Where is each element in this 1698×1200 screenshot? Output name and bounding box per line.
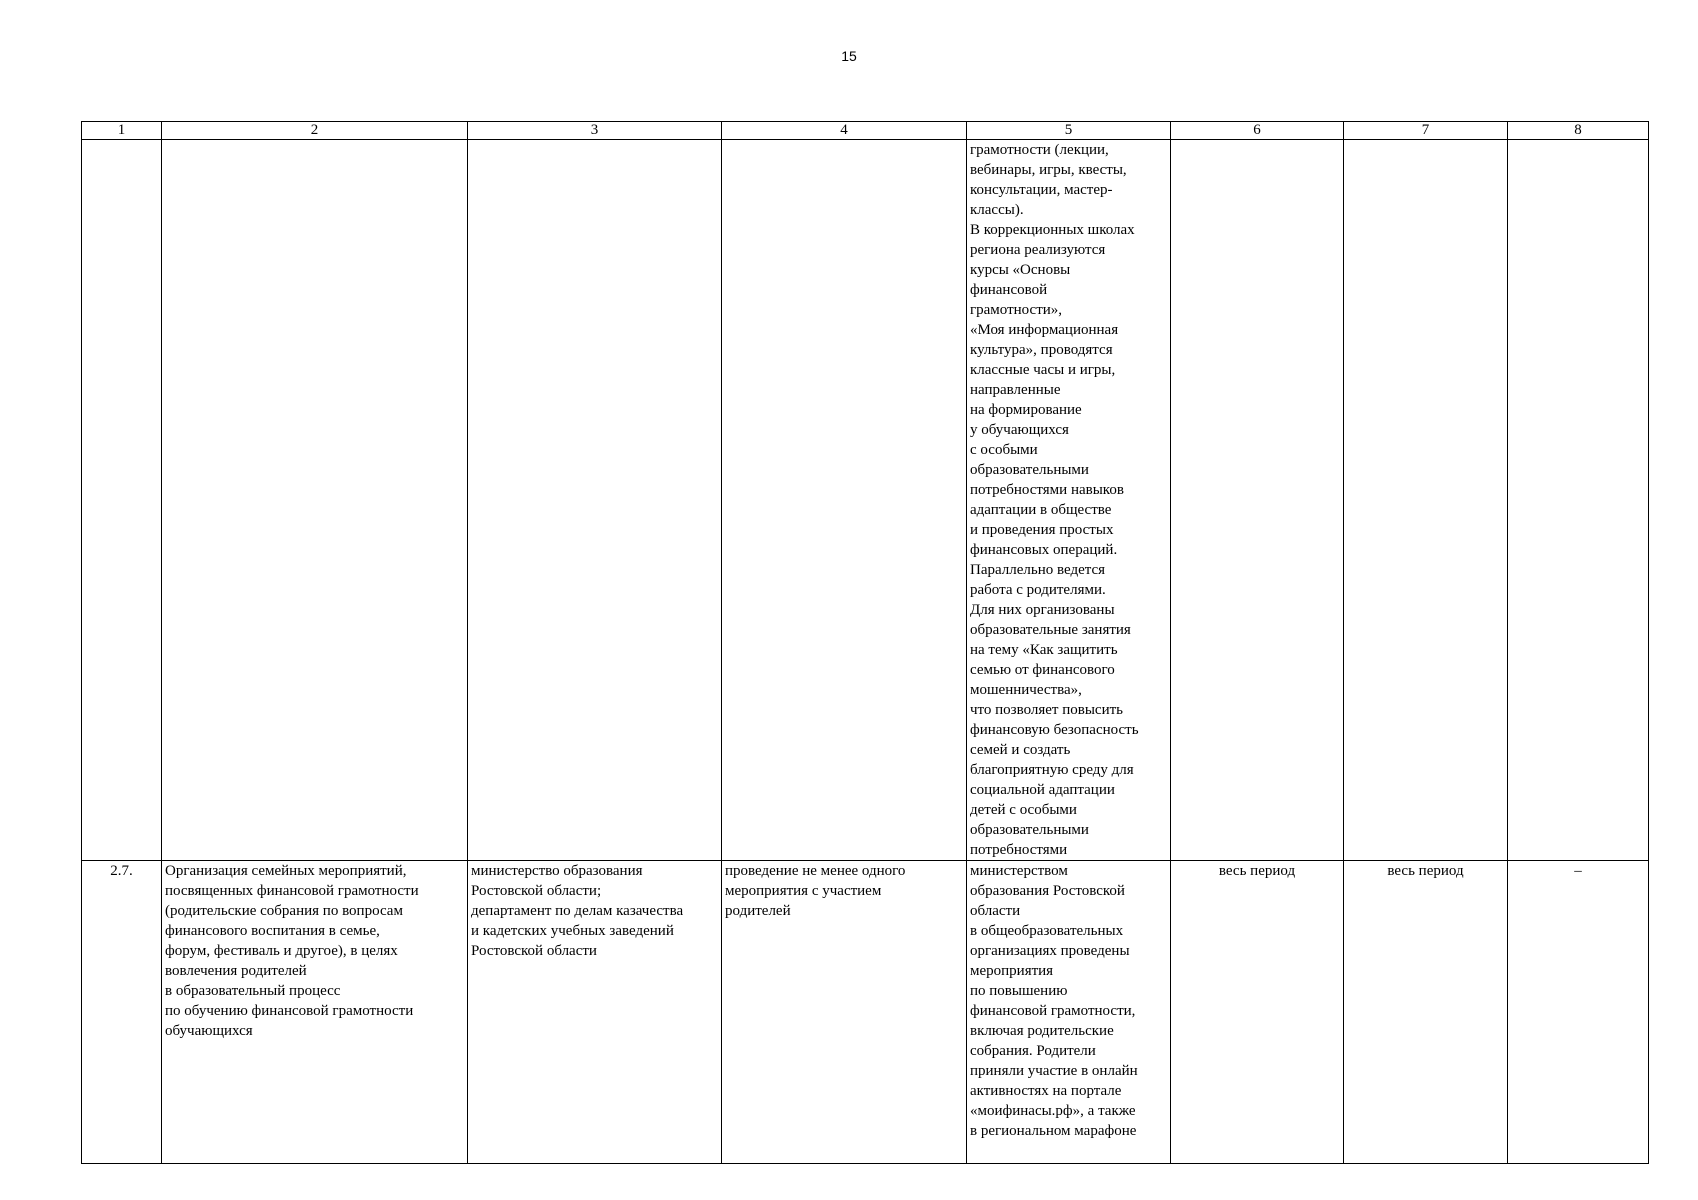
column-header-8: 8 xyxy=(1508,122,1649,140)
column-header-1: 1 xyxy=(82,122,162,140)
cell-activity: Организация семейных мероприятий, посвященных финансовой грамотности (родительские собрания по вопросам финансового воспитания в семье, форум, фестиваль и другое), в целях вовлечения родителей в образовательный процесс по обучению финансовой грамотности обучающихся xyxy=(162,861,468,1164)
column-header-6: 6 xyxy=(1171,122,1344,140)
column-header-7: 7 xyxy=(1344,122,1508,140)
cell-planned-period xyxy=(1171,140,1344,861)
cell-planned-period: весь период xyxy=(1171,861,1344,1164)
cell-indicator xyxy=(722,140,967,861)
cell-responsible: министерство образования Ростовской области; департамент по делам казачества и кадетских учебных заведений Ростовской области xyxy=(468,861,722,1164)
column-header-5: 5 xyxy=(967,122,1171,140)
cell-result: министерством образования Ростовской области в общеобразовательных организациях проведены мероприятия по повышению финансовой грамотности, включая родительские собрания. Родители приняли участие в онлайн активностях на портале «моифинасы.рф», а также в региональном марафоне xyxy=(967,861,1171,1164)
cell-actual-period xyxy=(1344,140,1508,861)
report-table xyxy=(81,121,1649,1164)
cell-note xyxy=(1508,140,1649,861)
table-row-continuation xyxy=(82,140,1649,861)
cell-indicator: проведение не менее одного мероприятия с участием родителей xyxy=(722,861,967,1164)
cell-note: – xyxy=(1508,861,1649,1164)
cell-number xyxy=(82,140,162,861)
cell-responsible xyxy=(468,140,722,861)
cell-number: 2.7. xyxy=(82,861,162,1164)
column-header-3: 3 xyxy=(468,122,722,140)
cell-activity xyxy=(162,140,468,861)
cell-result: грамотности (лекции, вебинары, игры, квесты, консультации, мастер- классы). В коррекционных школах региона реализуются курсы «Основы финансовой грамотности», «Моя информационная культура», проводятся классные часы и игры, направленные на формирование у обучающихся с особыми образовательными потребностями навыков адаптации в обществе и проведения простых финансовых операций. Параллельно ведется работа с родителями. Для них организованы образовательные занятия на тему «Как защитить семью от финансового мошенничества», что позволяет повысить финансовую безопасность семей и создать благоприятную среду для социальной адаптации детей с особыми образовательными потребностями xyxy=(967,140,1171,861)
table-header-row xyxy=(82,122,1649,140)
cell-actual-period: весь период xyxy=(1344,861,1508,1164)
table-row-2-7 xyxy=(82,861,1649,1164)
column-header-4: 4 xyxy=(722,122,967,140)
page-number: 15 xyxy=(841,48,857,64)
column-header-2: 2 xyxy=(162,122,468,140)
